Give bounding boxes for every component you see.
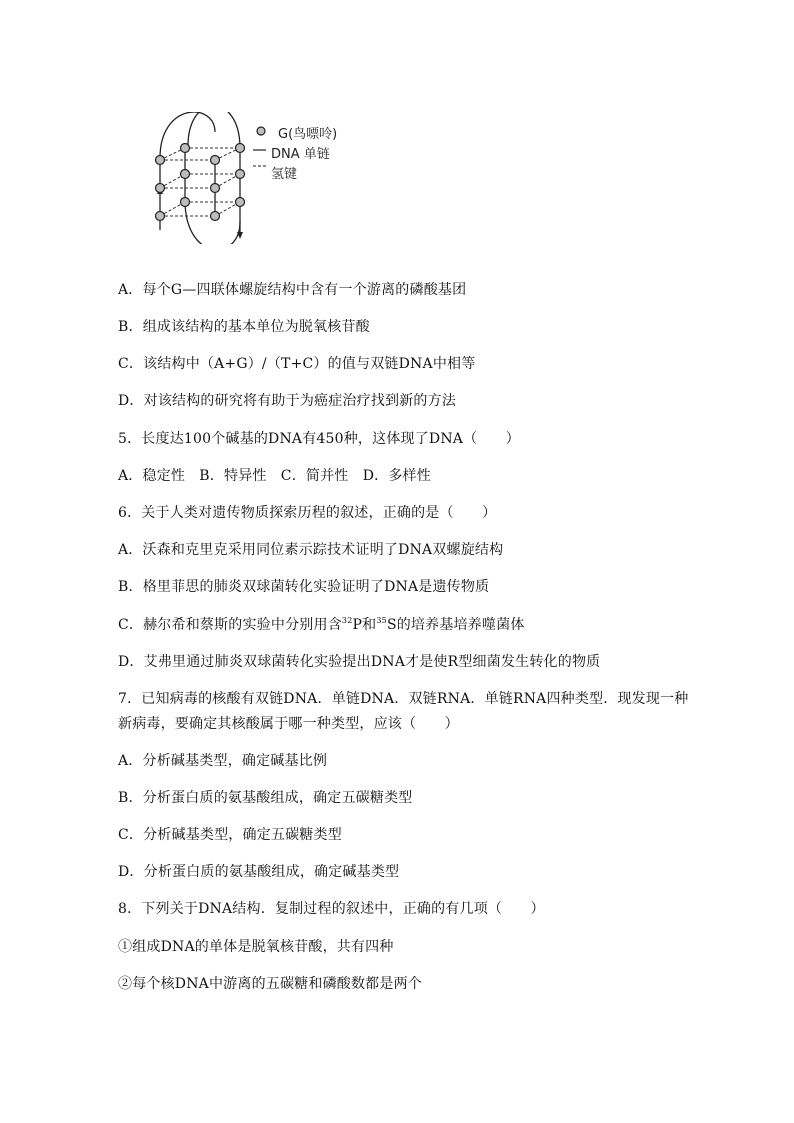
- q7-option-a: A．分析碱基类型，确定碱基比例: [118, 753, 328, 769]
- q7-stem-line1: 7．已知病毒的核酸有双链DNA．单链DNA．双链RNA．单链RNA四种类型．现发现一种: [118, 691, 689, 707]
- g-node-legend-icon: [257, 127, 265, 135]
- q4-option-c: C．该结构中（A+G）/（T+C）的值与双链DNA中相等: [118, 356, 476, 372]
- g-quadruplex-diagram: [140, 112, 380, 244]
- q6-option-d: D．艾弗里通过肺炎双球菌转化实验提出DNA才是使R型细菌发生转化的物质: [118, 654, 601, 670]
- legend-guanine: G(鸟嘌呤): [278, 127, 338, 142]
- q6-option-a: A．沃森和克里克采用同位素示踪技术证明了DNA双螺旋结构: [118, 542, 504, 558]
- q5-stem: 5．长度达100个碱基的DNA有450种，这体现了DNA（ ）: [118, 431, 520, 447]
- q6-option-c: C．赫尔希和蔡斯的实验中分别用含$^{32}$P和$^{35}$S的培养基培养噬菌体: [118, 616, 525, 633]
- q5-options: A．稳定性 B．特异性 C．简并性 D．多样性: [118, 468, 431, 484]
- q7-stem-line2: 新病毒，要确定其核酸属于哪一种类型，应该（ ）: [118, 716, 459, 732]
- q6-option-b: B．格里菲思的肺炎双球菌转化实验证明了DNA是遗传物质: [118, 579, 490, 595]
- q8-statement-1: ①组成DNA的单体是脱氧核苷酸，共有四种: [118, 939, 394, 955]
- q7-option-d: D．分析蛋白质的氨基酸组成，确定碱基类型: [118, 864, 400, 880]
- g-quadruplex-figure: [140, 112, 380, 244]
- legend-dna-strand: DNA 单链: [271, 147, 330, 162]
- q7-option-b: B．分析蛋白质的氨基酸组成，确定五碳糖类型: [118, 790, 413, 806]
- q7-option-c: C．分析碱基类型，确定五碳糖类型: [118, 827, 342, 843]
- q6-stem: 6．关于人类对遗传物质探索历程的叙述，正确的是（ ）: [118, 505, 497, 521]
- q4-option-b: B．组成该结构的基本单位为脱氧核苷酸: [118, 319, 370, 335]
- legend-hydrogen-bond: 氢键: [271, 167, 298, 182]
- q8-stem: 8．下列关于DNA结构．复制过程的叙述中，正确的有几项（ ）: [118, 901, 545, 917]
- q4-option-a: A．每个G—四联体螺旋结构中含有一个游离的磷酸基团: [118, 282, 467, 298]
- q8-statement-2: ②每个核DNA中游离的五碳糖和磷酸数都是两个: [118, 976, 422, 992]
- q4-option-d: D．对该结构的研究将有助于为癌症治疗找到新的方法: [118, 393, 457, 409]
